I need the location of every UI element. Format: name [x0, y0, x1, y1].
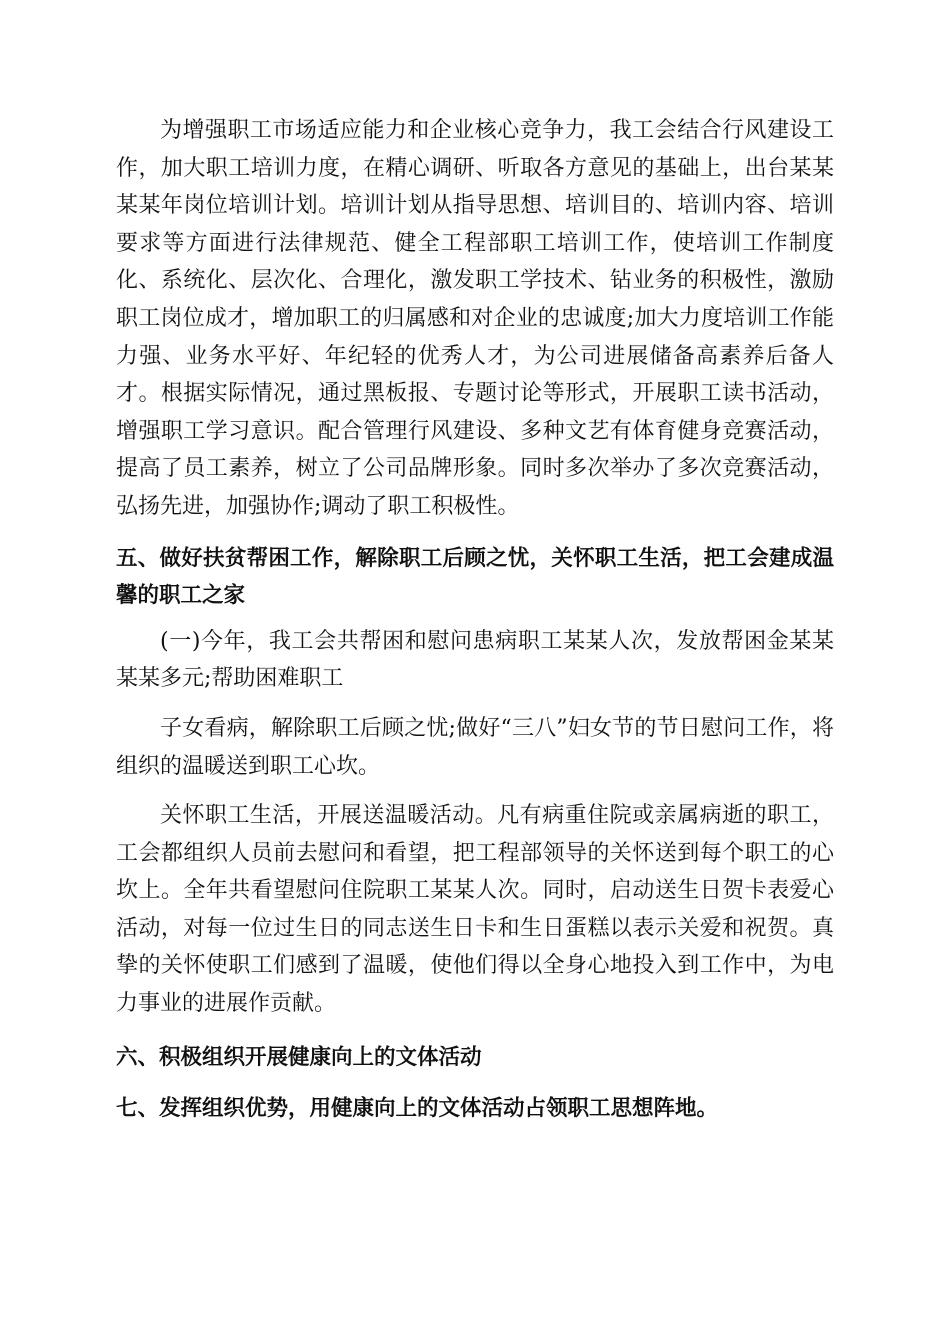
paragraph-womens-day: 子女看病，解除职工后顾之忧;做好“三八”妇女节的节日慰问工作，将组织的温暖送到职工心坎。: [116, 715, 834, 779]
paragraph-assistance: (一)今年，我工会共帮困和慰问患病职工某某人次，发放帮困金某某某某多元;帮助困难职工: [116, 628, 834, 692]
paragraph-care: 关怀职工生活，开展送温暖活动。凡有病重住院或亲属病逝的职工，工会都组织人员前去慰问和看望，把工程部领导的关怀送到每个职工的心坎上。全年共看望慰问住院职工某某人次。同时，启动送生日贺卡表爱心活动，对每一位过生日的同志送生日卡和生日蛋糕以表示关爱和祝贺。真挚的关怀使职工们感到了温暖，使他们得以全身心地投入到工作中，为电力事业的进展作贡献。: [116, 803, 834, 1017]
section-heading-6: 六、积极组织开展健康向上的文体活动: [116, 1044, 482, 1070]
section-heading-5: 五、做好扶贫帮困工作，解除职工后顾之忧，关怀职工生活，把工会建成温馨的职工之家: [116, 545, 834, 609]
section-heading-7: 七、发挥组织优势，用健康向上的文体活动占领职工思想阵地。: [116, 1096, 719, 1122]
paragraph-training: 为增强职工市场适应能力和企业核心竞争力，我工会结合行风建设工作，加大职工培训力度，在精心调研、听取各方意见的基础上，出台某某某某年岗位培训计划。培训计划从指导思想、培训目的、培训内容、培训要求等方面进行法律规范、健全工程部职工培训工作，使培训工作制度化、系统化、层次化、合理化，激发职工学技术、钻业务的积极性，激励职工岗位成才，增加职工的归属感和对企业的忠诚度;加大力度培训工作能力强、业务水平好、年纪轻的优秀人才，为公司进展储备高素养后备人才。根据实际情况，通过黑板报、专题讨论等形式，开展职工读书活动，增强职工学习意识。配合管理行风建设、多种文艺有体育健身竞赛活动，提高了员工素养，树立了公司品牌形象。同时多次举办了多次竞赛活动，弘扬先进，加强协作;调动了职工积极性。: [116, 118, 834, 519]
document-page: [116, 112, 834, 1128]
